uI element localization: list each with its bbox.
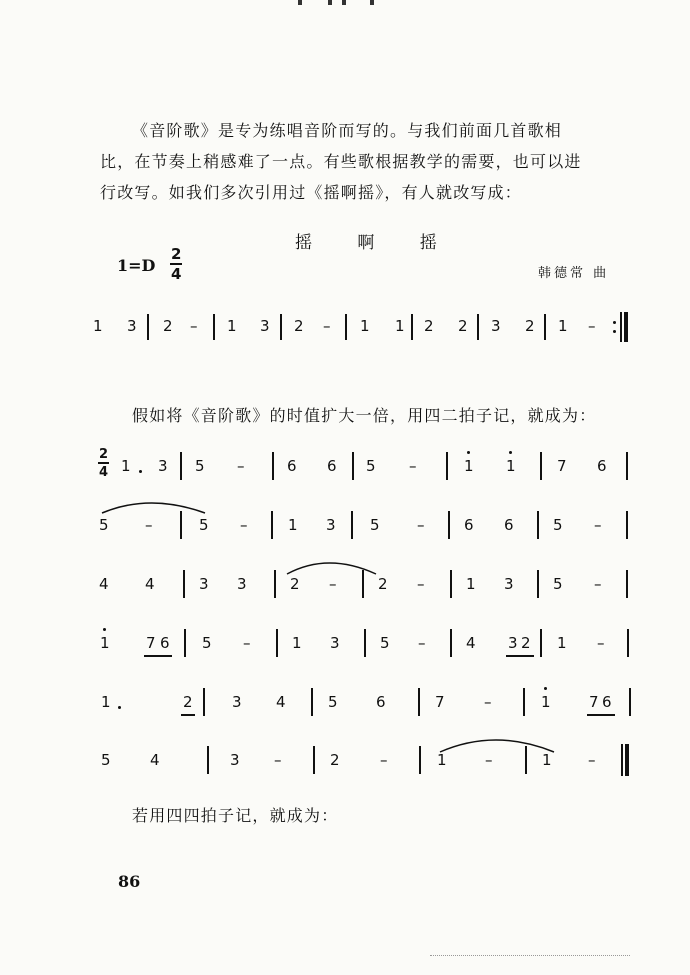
note: 1 — [288, 516, 298, 534]
note: 5 — [328, 693, 338, 711]
note: 5 — [553, 575, 563, 593]
note: 1 — [437, 751, 447, 769]
barline — [352, 452, 354, 480]
paragraph-3: 若用四四拍子记，就成为： — [132, 806, 339, 825]
note: 3 — [199, 575, 209, 593]
dash: – — [409, 457, 417, 475]
score-time-signature-numerator: 2 — [99, 447, 109, 462]
eighth-underline — [144, 655, 172, 657]
barline — [537, 511, 539, 539]
dash: – — [243, 634, 251, 652]
note: 3 — [127, 317, 137, 335]
note: 2 — [378, 575, 388, 593]
barline — [274, 570, 276, 598]
augmentation-dot — [118, 706, 121, 709]
note: 3 — [330, 634, 340, 652]
dash: – — [594, 575, 602, 593]
barline — [450, 629, 452, 657]
note: 6 — [597, 457, 607, 475]
note: 2 — [330, 751, 340, 769]
note: 1 — [93, 317, 103, 335]
dash: – — [329, 575, 337, 593]
barline — [540, 629, 542, 657]
note: 5 — [202, 634, 212, 652]
note: 6 — [327, 457, 337, 475]
note: 1 — [101, 693, 111, 711]
intro-line-1: 《音阶歌》是专为练唱音阶而写的。与我们前面几首歌相 — [132, 121, 563, 140]
bottom-edge-mark — [430, 955, 630, 960]
note: 1 — [292, 634, 302, 652]
note: 7 — [146, 634, 156, 652]
barline — [180, 452, 182, 480]
barline — [523, 688, 525, 716]
note: 1 — [464, 457, 474, 475]
barline — [544, 314, 546, 340]
barline — [313, 746, 315, 774]
eighth-underline — [587, 714, 615, 716]
barline — [626, 511, 628, 539]
note: 1 — [466, 575, 476, 593]
note: 5 — [101, 751, 111, 769]
note: 4 — [145, 575, 155, 593]
time-signature — [170, 247, 182, 282]
note: 5 — [199, 516, 209, 534]
note: 3 — [504, 575, 514, 593]
score-line-6 — [0, 742, 690, 782]
note: 1 — [360, 317, 370, 335]
note: 5 — [366, 457, 376, 475]
note: 3 — [230, 751, 240, 769]
note: 6 — [602, 693, 612, 711]
note: 4 — [276, 693, 286, 711]
key-signature: 1=D — [117, 256, 156, 275]
barline — [537, 570, 539, 598]
note: 3 — [508, 634, 518, 652]
note: 2 — [294, 317, 304, 335]
dash: – — [274, 751, 282, 769]
note: 4 — [150, 751, 160, 769]
note: 1 — [100, 634, 110, 652]
note: 6 — [160, 634, 170, 652]
barline — [345, 314, 347, 340]
page-number: 86 — [118, 872, 141, 891]
dash: – — [588, 317, 596, 335]
barline — [629, 688, 631, 716]
barline — [418, 688, 420, 716]
note: 1 — [557, 634, 567, 652]
barline — [203, 688, 205, 716]
note: 3 — [260, 317, 270, 335]
dash: – — [485, 751, 493, 769]
barline — [540, 452, 542, 480]
note: 5 — [99, 516, 109, 534]
barline — [272, 452, 274, 480]
augmentation-dot — [139, 470, 142, 473]
composer-credit: 韩德常 曲 — [538, 266, 610, 281]
dash: – — [594, 516, 602, 534]
dash: – — [597, 634, 605, 652]
score-time-signature-denominator: 4 — [99, 465, 109, 480]
note: 2 — [521, 634, 531, 652]
dash: – — [417, 516, 425, 534]
dash: – — [417, 575, 425, 593]
note: 3 — [326, 516, 336, 534]
octave-dot — [509, 451, 512, 454]
note: 7 — [589, 693, 599, 711]
note: 3 — [491, 317, 501, 335]
time-signature-numerator: 2 — [171, 245, 182, 263]
barline — [362, 570, 364, 598]
note: 2 — [183, 693, 193, 711]
dash: – — [323, 317, 331, 335]
song-title: 摇 啊 摇 — [295, 233, 457, 253]
dash: – — [237, 457, 245, 475]
score-time-signature — [98, 448, 109, 479]
barline — [213, 314, 215, 340]
dash: – — [145, 516, 153, 534]
note: 7 — [557, 457, 567, 475]
score-line-2 — [0, 507, 690, 547]
eighth-underline — [506, 655, 534, 657]
dash: – — [240, 516, 248, 534]
note: 6 — [287, 457, 297, 475]
note: 2 — [458, 317, 468, 335]
note: 1 — [541, 693, 551, 711]
dash: – — [380, 751, 388, 769]
note: 2 — [525, 317, 535, 335]
barline — [364, 629, 366, 657]
barline — [448, 511, 450, 539]
octave-dot — [103, 628, 106, 631]
barline — [626, 452, 628, 480]
barline — [180, 511, 182, 539]
barline — [147, 314, 149, 340]
score-line-4 — [0, 625, 690, 665]
dash: – — [418, 634, 426, 652]
note: 5 — [380, 634, 390, 652]
note: 6 — [376, 693, 386, 711]
barline — [627, 629, 629, 657]
barline — [419, 746, 421, 774]
note: 1 — [506, 457, 516, 475]
note: 1 — [395, 317, 405, 335]
note: 2 — [424, 317, 434, 335]
barline — [450, 570, 452, 598]
barline — [446, 452, 448, 480]
dash: – — [484, 693, 492, 711]
dash: – — [190, 317, 198, 335]
time-signature-denominator: 4 — [171, 265, 182, 283]
barline — [411, 314, 413, 340]
note: 4 — [99, 575, 109, 593]
note: 6 — [464, 516, 474, 534]
barline — [626, 570, 628, 598]
note: 3 — [232, 693, 242, 711]
barline — [280, 314, 282, 340]
barline — [183, 570, 185, 598]
note: 2 — [163, 317, 173, 335]
note: 5 — [195, 457, 205, 475]
barline — [351, 511, 353, 539]
dash: – — [588, 751, 596, 769]
note: 4 — [466, 634, 476, 652]
top-edge-mark — [298, 0, 378, 6]
eighth-underline — [181, 714, 195, 716]
barline — [207, 746, 209, 774]
note: 1 — [227, 317, 237, 335]
barline — [477, 314, 479, 340]
note: 1 — [558, 317, 568, 335]
barline — [311, 688, 313, 716]
note: 1 — [121, 457, 131, 475]
score-line-3 — [0, 566, 690, 606]
note: 7 — [435, 693, 445, 711]
song-notation-line — [0, 310, 690, 350]
note: 2 — [290, 575, 300, 593]
intro-line-3: 行改写。如我们多次引用过《摇啊摇》，有人就改写成： — [100, 183, 523, 202]
note: 3 — [237, 575, 247, 593]
score-line-1 — [0, 448, 690, 488]
note: 6 — [504, 516, 514, 534]
barline — [525, 746, 527, 774]
note: 5 — [370, 516, 380, 534]
paragraph-2: 假如将《音阶歌》的时值扩大一倍，用四二拍子记，就成为： — [132, 406, 597, 425]
score-line-5 — [0, 684, 690, 724]
barline — [184, 629, 186, 657]
octave-dot — [467, 451, 470, 454]
note: 3 — [158, 457, 168, 475]
barline — [271, 511, 273, 539]
note: 5 — [553, 516, 563, 534]
barline — [276, 629, 278, 657]
note: 1 — [542, 751, 552, 769]
octave-dot — [544, 687, 547, 690]
intro-line-2: 比，在节奏上稍感难了一点。有些歌根据教学的需要，也可以进 — [100, 152, 582, 171]
